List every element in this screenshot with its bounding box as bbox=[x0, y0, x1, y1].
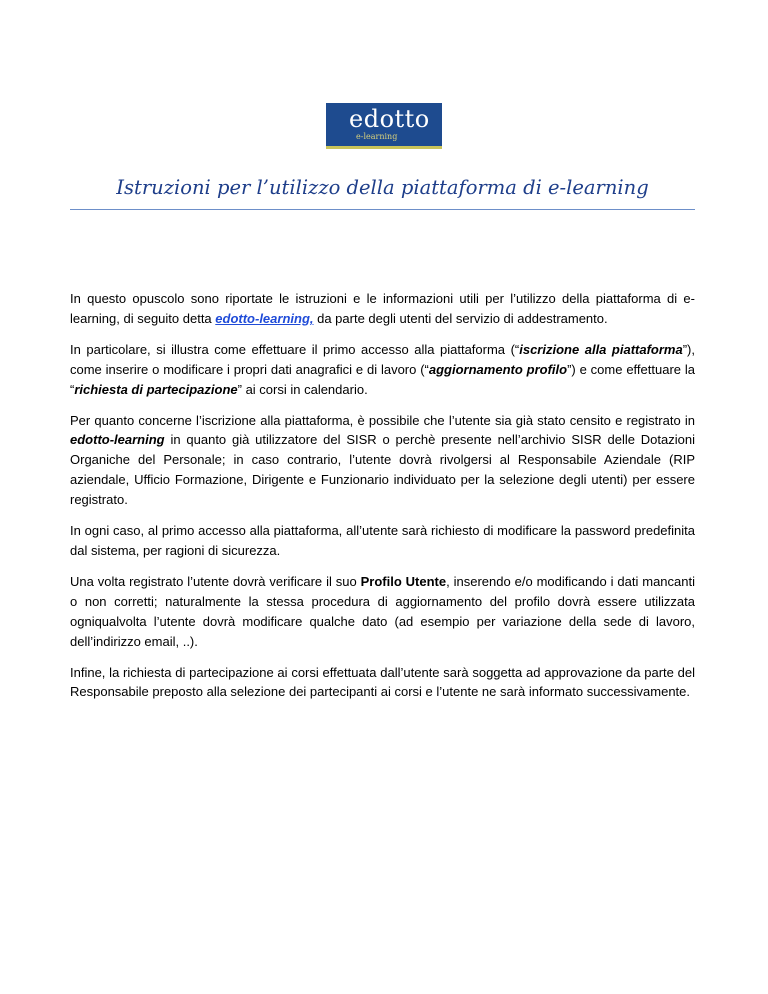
term-aggiornamento-profilo: aggiornamento profilo bbox=[428, 361, 568, 377]
term-edotto-learning: edotto-learning, bbox=[215, 310, 314, 326]
document-body bbox=[70, 289, 695, 713]
paragraph-overview: In particolare, si illustra come effettuare il primo accesso alla piattaforma (“iscrizione alla piattaforma”), come inserire o modificare i propri dati anagrafici e di lavoro (“aggiornamento profilo”) e come effettuare la “richiesta di partecipazione” ai corsi in calendario. bbox=[70, 341, 695, 397]
paragraph-password: In ogni caso, al primo accesso alla piattaforma, all’utente sarà richiesto di modificare la password predefinita dal sistema, per ragioni di sicurezza. bbox=[70, 523, 695, 558]
term-profilo-utente: Profilo Utente bbox=[360, 573, 447, 589]
document-title: Istruzioni per l’utilizzo della piattaforma di e-learning bbox=[116, 176, 649, 199]
logo-subtitle: e-learning bbox=[356, 132, 398, 141]
term-richiesta-partecipazione: richiesta di partecipazione bbox=[74, 381, 238, 397]
logo-wordmark: edotto bbox=[349, 105, 430, 133]
edotto-logo bbox=[326, 103, 442, 149]
term-iscrizione: iscrizione alla piattaforma bbox=[519, 341, 683, 357]
term-edotto-learning-2: edotto-learning bbox=[70, 432, 165, 448]
paragraph-profile: Una volta registrato l’utente dovrà verificare il suo Profilo Utente, inserendo e/o modificando i dati mancanti o non corretti; naturalmente la stessa procedura di aggiornamento del profilo dovrà essere utilizzata ogniqualvolta l’utente dovrà modificare qualche dato (ad esempio per variazione della sede di lavoro, dell’indirizzo email, ..). bbox=[70, 573, 695, 649]
paragraph-intro: In questo opuscolo sono riportate le istruzioni e le informazioni utili per l’utilizzo della piattaforma di e-learning, di seguito detta edotto-learning, da parte degli utenti del servizio di addestramento. bbox=[70, 291, 695, 326]
paragraph-registration: Per quanto concerne l’iscrizione alla piattaforma, è possibile che l’utente sia già stato censito e registrato in edotto-learning in quanto già utilizzatore del SISR o perchè presente nell’archivio SISR delle Dotazioni Organiche del Personale; in caso contrario, l’utente dovrà rivolgersi al Responsabile Aziendale (RIP aziendale, Ufficio Formazione, Dirigente e Funzionario individuato per la selezione degli utenti) per essere registrato. bbox=[70, 412, 695, 508]
paragraph-approval: Infine, la richiesta di partecipazione ai corsi effettuata dall’utente sarà soggetta ad approvazione da parte del Responsabile preposto alla selezione dei partecipanti ai corsi e l’utente ne sarà informato successivamente. bbox=[70, 664, 695, 700]
title-underline bbox=[70, 209, 695, 210]
